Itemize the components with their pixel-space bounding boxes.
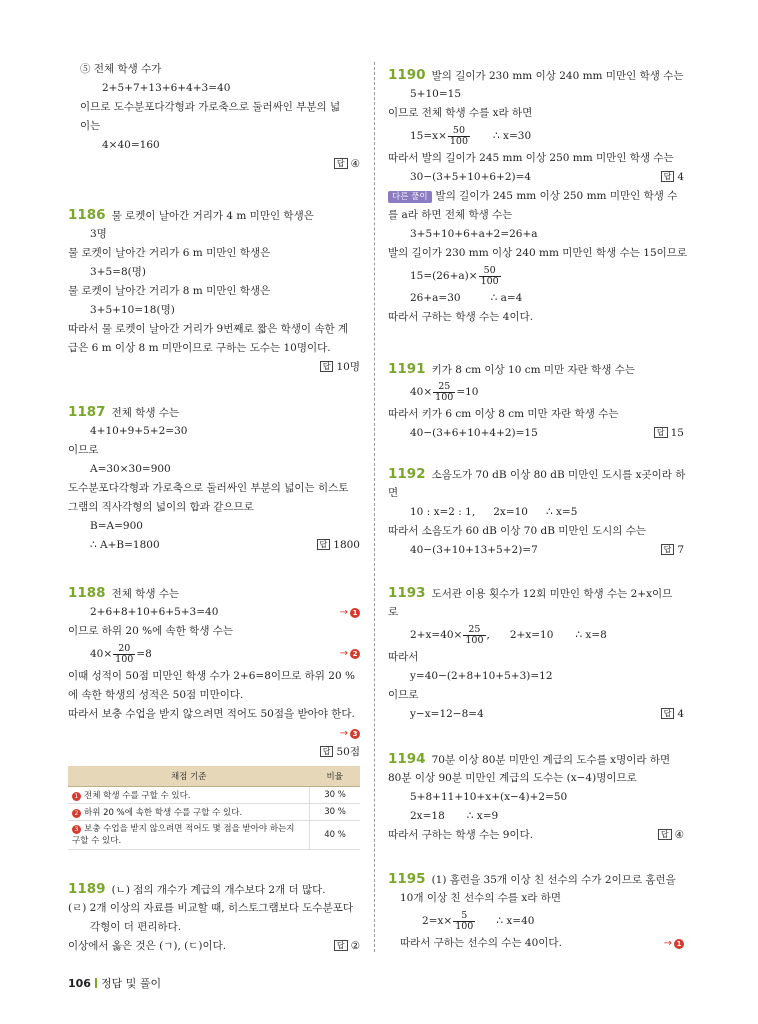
text-line: 따라서 키가 6 cm 이상 8 cm 미만 자란 학생 수는 — [388, 408, 619, 420]
math-line: 2+x=40× $\frac{25}{100}$ , 2+x=10 ∴ x=8 — [410, 623, 607, 646]
problem-number: 1193 — [388, 585, 426, 601]
ratio-header: 비율 — [310, 766, 361, 787]
problem-1192 — [388, 465, 684, 560]
fraction: $\frac{50}{100}$ — [449, 124, 469, 147]
math-line: A=30×30=900 — [90, 463, 171, 475]
text-line: 급은 6 m 이상 8 m 미만이므로 구하는 도수는 10명이다. — [68, 342, 331, 354]
text-line: 70분 이상 80분 미만인 계급의 도수를 x명이라 하면 — [431, 754, 671, 766]
grading-criteria — [68, 766, 360, 850]
math-line: 40× $\frac{25}{100}$ =10 — [410, 380, 479, 403]
text-line: 이는 — [80, 120, 101, 132]
math-line: B=A=900 — [90, 520, 143, 532]
answer: 4 — [677, 708, 684, 720]
criteria-header: 채점 기준 — [68, 766, 310, 787]
text-line: 따라서 소음도가 60 dB 이상 70 dB 미만인 도시의 수는 — [388, 525, 647, 537]
answer-box-icon: 답 — [320, 361, 334, 372]
text-line: (ㄴ) 점의 개수가 계급의 개수보다 2개 더 많다. — [111, 884, 326, 896]
answer: 15 — [670, 427, 684, 439]
text-line: 각형이 더 편리하다. — [90, 921, 182, 933]
fraction: $\frac{25}{100}$ — [465, 623, 484, 646]
text-line: 이므로 — [388, 689, 419, 701]
math-line: y−x=12−8=4 답 4 — [410, 708, 684, 720]
column-divider — [374, 62, 375, 952]
text-line: 발의 길이가 230 mm 이상 240 mm 미만인 학생 수는 15이므로 — [388, 247, 688, 259]
text-line: 도수분포다각형과 가로축으로 둘러싸인 부분의 넓이는 히스토 — [68, 482, 349, 494]
math-line: 2=x× $\frac{5}{100}$ ∴ x=40 — [422, 909, 535, 932]
math-line: 3+5+10=18(명) — [90, 304, 175, 316]
math-line: 3+5+10+6+a+2=26+a — [410, 228, 538, 240]
text-line: 발의 길이가 230 mm 이상 240 mm 미만인 학생 수는 — [431, 70, 684, 82]
math-line: 2+6+8+10+6+5+3=40 → 1 — [68, 603, 360, 622]
footer-divider — [95, 978, 97, 988]
answer-box-icon: 답 — [661, 544, 675, 555]
problem-1189 — [68, 880, 360, 956]
table-row: 3 보충 수업을 받지 않으려면 적어도 몇 점을 받아야 하는지 구할 수 있다. 40 % — [68, 821, 360, 850]
math-line: 40−(3+6+10+4+2)=15 답 15 — [410, 427, 684, 439]
text-line: 이므로 도수분포다각형과 가로축으로 둘러싸인 부분의 넓 — [80, 101, 341, 113]
alt-solution: 다른 풀이 발의 길이가 245 mm 이상 250 mm 미만인 학생 수 — [388, 187, 684, 206]
text-line: 도서관 이용 횟수가 12회 미만인 학생 수는 2+x이므 — [431, 588, 673, 600]
text-line: 전체 학생 수는 — [111, 407, 180, 419]
problem-1191 — [388, 360, 684, 443]
math-line: 3+5=8(명) — [90, 266, 146, 278]
math-line: ∴ A+B=1800 답 1800 — [90, 539, 360, 551]
problem-number: 1192 — [388, 466, 426, 482]
fraction: $\frac{20}{100}$ — [115, 642, 134, 665]
fraction: $\frac{25}{100}$ — [435, 380, 454, 403]
text-line: 이므로 전체 학생 수를 x라 하면 — [388, 107, 533, 119]
text-line: 전체 학생 수는 — [111, 588, 180, 600]
text-line: 이므로 하위 20 %에 속한 학생 수는 — [68, 625, 234, 637]
problem-number: 1189 — [68, 881, 106, 897]
step-line — [68, 724, 360, 743]
text-line: 물 로켓이 날아간 거리가 8 m 미만인 학생은 — [68, 285, 271, 297]
text-line: 물 로켓이 날아간 거리가 6 m 미만인 학생은 — [68, 247, 271, 259]
answer-box-icon: 답 — [317, 539, 331, 550]
text-line: 면 — [388, 487, 399, 499]
problem-1190 — [388, 66, 688, 327]
math-line: 40× $\frac{20}{100}$ =8 → 2 — [68, 641, 360, 667]
answer: 7 — [677, 544, 684, 556]
answer-box-icon: 답 — [654, 427, 668, 438]
answer-box-icon: 답 — [661, 708, 675, 719]
fraction: $\frac{5}{100}$ — [455, 909, 474, 932]
math-line: 5+10=15 — [410, 88, 461, 100]
step-marker: → 1 — [664, 934, 684, 953]
page-number: 106 — [68, 977, 91, 990]
text-line: (1) 홈런을 35개 이상 친 선수의 수가 2이므로 홈런을 — [431, 874, 676, 886]
answer-box-icon: 답 — [334, 158, 348, 169]
answer-box-icon: 답 — [661, 171, 675, 182]
text-line: 이때 성적이 50점 미만인 학생 수가 2+6=8이므로 하위 20 % — [68, 670, 355, 682]
text-line: 따라서 발의 길이가 245 mm 이상 250 mm 미만인 학생 수는 — [388, 152, 674, 164]
problem-1193 — [388, 584, 684, 724]
answer-box-icon: 답 — [334, 940, 348, 951]
page-footer — [68, 975, 161, 991]
step-marker: → 3 — [340, 724, 360, 743]
text-line: (ㄹ) 2개 이상의 자료를 비교할 때, 히스토그램보다 도수분포다 — [68, 902, 354, 914]
math-line: 30−(3+5+10+6+2)=4 답 4 — [410, 171, 684, 183]
text-line: 80분 이상 90분 미만인 계급의 도수는 (x−4)명이므로 — [388, 772, 637, 784]
answer: 답 ④ — [68, 155, 360, 174]
math-line: 15=x× $\frac{50}{100}$ ∴ x=30 — [410, 124, 532, 147]
answer: 답 50점 — [68, 743, 360, 762]
text-line: 따라서 구하는 학생 수는 4이다. — [388, 311, 534, 323]
problem-number: 1187 — [68, 404, 106, 420]
text-line: 소음도가 70 dB 이상 80 dB 미만인 도시를 x곳이라 하 — [431, 469, 686, 481]
problem-number: 1195 — [388, 871, 426, 887]
answer: 답 10명 — [68, 358, 360, 377]
math-line: 4+10+9+5+2=30 — [90, 425, 188, 437]
answer: ④ — [674, 829, 684, 841]
problem-1195 — [388, 870, 684, 953]
text-line: 따라서 — [388, 651, 419, 663]
text-line: 로 — [388, 606, 399, 618]
alt-solution-tag: 다른 풀이 — [388, 191, 432, 203]
text-line: 물 로켓이 날아간 거리가 4 m 미만인 학생은 — [111, 210, 314, 222]
problem-number: 1188 — [68, 585, 106, 601]
problem-1187 — [68, 403, 360, 555]
problem-number: 1194 — [388, 751, 426, 767]
problem-1185-cont — [68, 60, 360, 174]
criteria-table — [68, 766, 360, 850]
text-line: 에 속한 학생의 성적은 50점 미만이다. — [68, 689, 244, 701]
text-line: 이상에서 옳은 것은 (ㄱ), (ㄷ)이다. 답 ② — [68, 940, 360, 952]
section-title: 정답 및 풀이 — [100, 977, 162, 990]
answer-box-icon: 답 — [658, 829, 672, 840]
text-line: 10개 이상 친 선수의 수를 x라 하면 — [400, 892, 562, 904]
answer: 4 — [677, 171, 684, 183]
fraction: $\frac{50}{100}$ — [480, 264, 499, 287]
text-line: 따라서 구하는 학생 수는 9이다. 답 ④ — [388, 829, 684, 841]
text-line: 따라서 구하는 선수의 수는 40이다. → 1 — [388, 934, 684, 953]
math-line: 4×40=160 — [102, 139, 160, 151]
math-line: 3명 — [90, 228, 107, 240]
text-line: 이므로 — [68, 444, 99, 456]
text-line: 따라서 물 로켓이 날아간 거리가 9번째로 짧은 학생이 속한 계 — [68, 323, 349, 335]
math-line: 15=(26+a)× $\frac{50}{100}$ — [410, 264, 499, 287]
problem-number: 1186 — [68, 207, 106, 223]
text-line: 를 a라 하면 전체 학생 수는 — [388, 209, 513, 221]
text-line: 키가 8 cm 이상 10 cm 미만 자란 학생 수는 — [431, 364, 636, 376]
problem-number: 1190 — [388, 67, 426, 83]
math-line: y=40−(2+8+10+5+3)=12 — [410, 670, 553, 682]
math-line: 2+5+7+13+6+4+3=40 — [102, 82, 231, 94]
problem-number: 1191 — [388, 361, 426, 377]
problem-1186 — [68, 206, 360, 377]
table-row: 2 하위 20 %에 속한 학생 수를 구할 수 있다. 30 % — [68, 804, 360, 821]
math-line: 26+a=30 ∴ a=4 — [410, 292, 523, 304]
answer-box-icon: 답 — [320, 746, 334, 757]
step-marker: → 1 — [340, 603, 360, 622]
answer: 1800 — [333, 539, 360, 551]
text-line: ⑤ 전체 학생 수가 — [80, 63, 162, 75]
math-line: 40−(3+10+13+5+2)=7 답 7 — [410, 544, 684, 556]
math-line: 2x=18 ∴ x=9 — [410, 810, 499, 822]
text-line: 그램의 직사각형의 넓이의 합과 같으므로 — [68, 501, 254, 513]
text-line: 따라서 보충 수업을 받지 않으려면 적어도 50점을 받아야 한다. — [68, 708, 355, 720]
table-row: 1 전체 학생 수를 구할 수 있다. 30 % — [68, 787, 360, 804]
math-line: 10 : x=2 : 1, 2x=10 ∴ x=5 — [410, 506, 578, 518]
step-marker: → 2 — [340, 641, 360, 667]
problem-1194 — [388, 750, 684, 845]
answer: ② — [350, 940, 360, 952]
problem-1188 — [68, 584, 360, 850]
math-line: 5+8+11+10+x+(x−4)+2=50 — [410, 791, 568, 803]
